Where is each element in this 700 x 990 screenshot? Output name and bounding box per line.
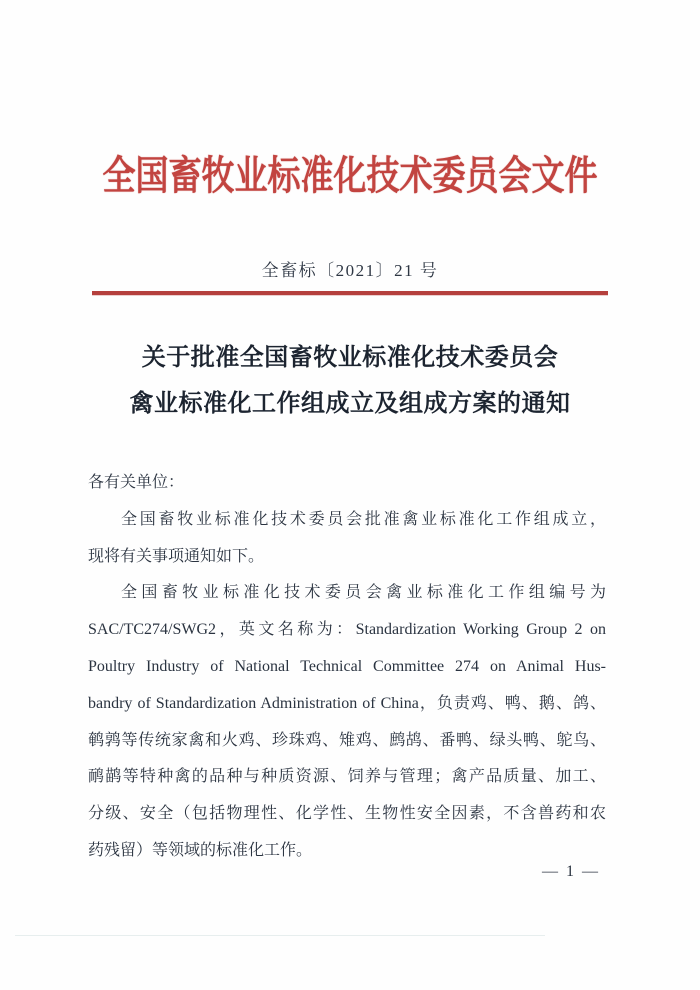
header-divider-rule — [92, 291, 608, 295]
body-line: 鹌鹑等传统家禽和火鸡、珍珠鸡、雉鸡、鹧鸪、番鸭、绿头鸭、鸵鸟、 — [88, 731, 606, 749]
body-salutation: 各有关单位： — [88, 474, 185, 491]
body-line: 鸸鹋等特种禽的品种与种质资源、饲养与管理；禽产品质量、加工、 — [88, 768, 606, 786]
document-title-line-2: 禽业标准化工作组成立及组成方案的通知 — [129, 391, 571, 417]
body-line: 全国畜牧业标准化技术委员会禽业标准化工作组编号为 — [121, 584, 606, 602]
scan-artifact-line — [15, 935, 545, 936]
body-line: 全国畜牧业标准化技术委员会批准禽业标准化工作组成立， — [121, 510, 606, 528]
body-line: bandry of Standardization Administration of China，负责鸡、鸭、鹅、鸽、 — [88, 694, 606, 712]
body-line: Poultry Industry of National Technical Committee 274 on Animal Hus- — [88, 657, 606, 675]
body-line: SAC/TC274/SWG2，英文名称为：Standardization Working Group 2 on — [88, 621, 606, 639]
document-title — [0, 335, 700, 427]
document-body — [88, 465, 606, 870]
document-number: 全畜标〔2021〕21 号 — [261, 261, 439, 280]
document-title-line-1: 关于批准全国畜牧业标准化技术委员会 — [141, 345, 559, 371]
page-number: — 1 — — [542, 863, 600, 880]
body-line: 药残留）等领域的标准化工作。 — [88, 841, 313, 859]
body-line: 分级、安全（包括物理性、化学性、生物性安全因素，不含兽药和农 — [88, 805, 606, 823]
body-line: 现将有关事项通知如下。 — [88, 547, 265, 565]
document-header-title: 全国畜牧业标准化技术委员会文件 — [102, 155, 598, 199]
